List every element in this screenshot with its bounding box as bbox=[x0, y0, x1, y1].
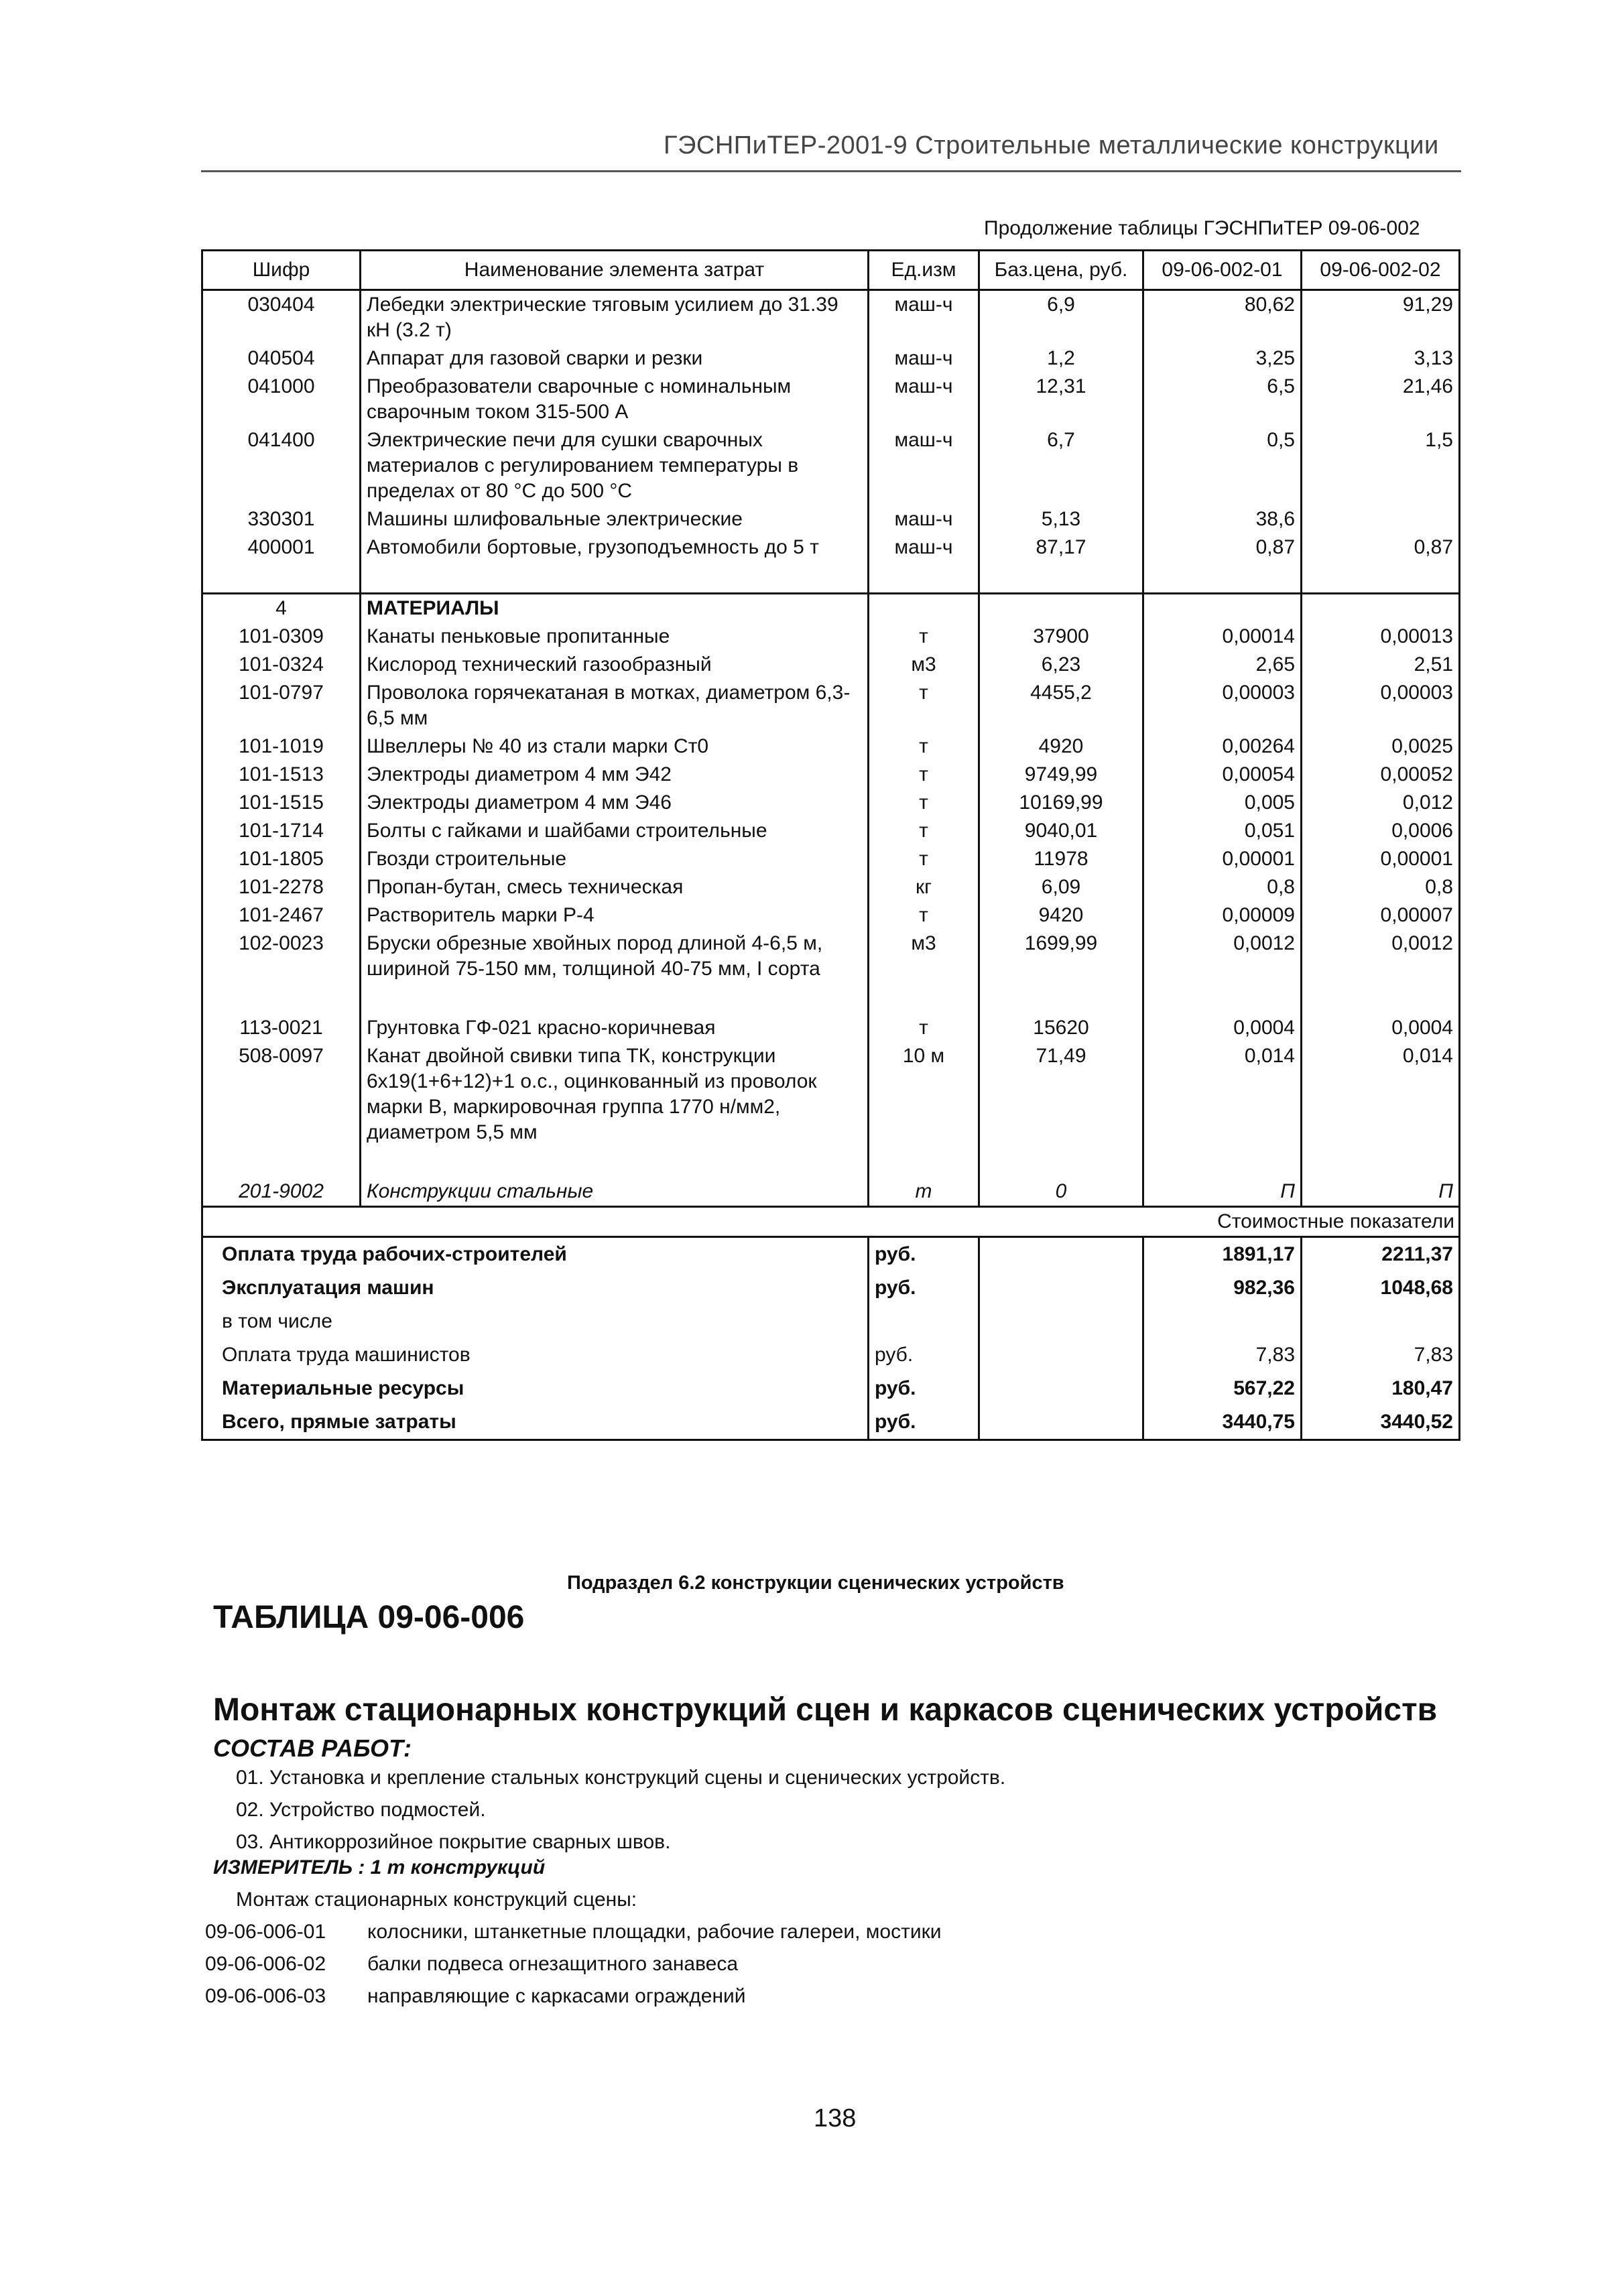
cost-unit: руб. bbox=[869, 1237, 979, 1272]
column-header: 09-06-002-02 bbox=[1302, 251, 1460, 290]
row-name: Гвозди строительные bbox=[361, 845, 869, 873]
row-name: Электроды диаметром 4 мм Э42 bbox=[361, 761, 869, 789]
row-value-2: 0,00052 bbox=[1302, 761, 1460, 789]
row-value-2: 0,00001 bbox=[1302, 845, 1460, 873]
row-price: 6,09 bbox=[979, 873, 1143, 901]
cost-label: Материальные ресурсы bbox=[202, 1372, 869, 1405]
table-row bbox=[202, 817, 1460, 845]
norm-description: направляющие с каркасами ограждений bbox=[367, 1985, 746, 2007]
row-code: 101-1513 bbox=[202, 761, 361, 789]
cost-row bbox=[202, 1271, 1460, 1305]
composition-title: СОСТАВ РАБОТ: bbox=[213, 1734, 412, 1762]
row-value-1: 0,8 bbox=[1143, 873, 1302, 901]
table-header-row bbox=[202, 251, 1460, 290]
cost-value: 567,22 bbox=[1143, 1372, 1302, 1405]
row-value-1: 38,6 bbox=[1143, 505, 1302, 533]
row-name: Проволока горячекатаная в мотках, диаметром 6,3-6,5 мм bbox=[361, 679, 869, 732]
row-code: 101-1805 bbox=[202, 845, 361, 873]
row-name: Швеллеры № 40 из стали марки Ст0 bbox=[361, 732, 869, 761]
table-row bbox=[202, 1042, 1460, 1147]
row-value-1: 80,62 bbox=[1143, 290, 1302, 345]
row-price: 9040,01 bbox=[979, 817, 1143, 845]
subhead: Монтаж стационарных конструкций сцены: bbox=[236, 1889, 637, 1911]
row-code: 101-1714 bbox=[202, 817, 361, 845]
spacer-row bbox=[202, 983, 1460, 1014]
row-price: 10169,99 bbox=[979, 789, 1143, 817]
cost-value bbox=[1143, 1305, 1302, 1338]
row-value-2: 0,00013 bbox=[1302, 623, 1460, 651]
row-price: 6,23 bbox=[979, 651, 1143, 679]
row-code: 040504 bbox=[202, 344, 361, 373]
row-unit: маш-ч bbox=[869, 533, 979, 562]
row-price: 15620 bbox=[979, 1014, 1143, 1042]
row-name: Автомобили бортовые, грузоподъемность до 5 т bbox=[361, 533, 869, 562]
row-code: 041000 bbox=[202, 373, 361, 426]
cost-row bbox=[202, 1237, 1460, 1272]
row-name: Болты с гайками и шайбами строительные bbox=[361, 817, 869, 845]
row-value-1: 0,00054 bbox=[1143, 761, 1302, 789]
row-value-1: 2,65 bbox=[1143, 651, 1302, 679]
main-heading: Монтаж стационарных конструкций сцен и каркасов сценических устройств bbox=[213, 1692, 1438, 1728]
row-value-2: 1,5 bbox=[1302, 426, 1460, 505]
row-name: Пропан-бутан, смесь техническая bbox=[361, 873, 869, 901]
table-row bbox=[202, 845, 1460, 873]
row-value-2: 0,0006 bbox=[1302, 817, 1460, 845]
section-title: МАТЕРИАЛЫ bbox=[361, 594, 869, 623]
row-unit: т bbox=[869, 845, 979, 873]
row-value-1: 0,005 bbox=[1143, 789, 1302, 817]
cost-value: 982,36 bbox=[1143, 1271, 1302, 1305]
row-value-2: 0,8 bbox=[1302, 873, 1460, 901]
row-unit: т bbox=[869, 817, 979, 845]
section-row-materials bbox=[202, 594, 1460, 623]
column-header: Ед.изм bbox=[869, 251, 979, 290]
work-step: 01. Установка и крепление стальных конструкций сцены и сценических устройств. bbox=[236, 1767, 1006, 1789]
cost-value: 1048,68 bbox=[1302, 1271, 1460, 1305]
row-value-1: 0,00003 bbox=[1143, 679, 1302, 732]
row-unit: т bbox=[869, 1014, 979, 1042]
row-unit: т bbox=[869, 732, 979, 761]
row-value-1: 0,0004 bbox=[1143, 1014, 1302, 1042]
cost-row bbox=[202, 1405, 1460, 1440]
column-header: Баз.цена, руб. bbox=[979, 251, 1143, 290]
cost-label: Оплата труда машинистов bbox=[202, 1338, 869, 1372]
cost-value: 7,83 bbox=[1302, 1338, 1460, 1372]
row-unit: т bbox=[869, 761, 979, 789]
row-value-1: 0,87 bbox=[1143, 533, 1302, 562]
row-unit: м3 bbox=[869, 930, 979, 983]
cost-unit bbox=[869, 1305, 979, 1338]
row-value-2: 0,0012 bbox=[1302, 930, 1460, 983]
row-price: 9420 bbox=[979, 901, 1143, 930]
row-price: 1699,99 bbox=[979, 930, 1143, 983]
row-code: 030404 bbox=[202, 290, 361, 345]
cost-label: Эксплуатация машин bbox=[202, 1271, 869, 1305]
cost-empty-cell bbox=[979, 1271, 1143, 1305]
row-value-2: 3,13 bbox=[1302, 344, 1460, 373]
row-price: 4920 bbox=[979, 732, 1143, 761]
row-value-1: 0,00009 bbox=[1143, 901, 1302, 930]
cost-row bbox=[202, 1372, 1460, 1405]
table-row bbox=[202, 373, 1460, 426]
row-code: 113-0021 bbox=[202, 1014, 361, 1042]
row-value-1: П bbox=[1143, 1177, 1302, 1207]
row-price: 87,17 bbox=[979, 533, 1143, 562]
table-row bbox=[202, 426, 1460, 505]
row-code: 102-0023 bbox=[202, 930, 361, 983]
row-code: 400001 bbox=[202, 533, 361, 562]
row-unit: м3 bbox=[869, 651, 979, 679]
row-name: Преобразователи сварочные с номинальным сварочным током 315-500 А bbox=[361, 373, 869, 426]
spacer-row bbox=[202, 1147, 1460, 1177]
subsection-title: Подраздел 6.2 конструкции сценических устройств bbox=[567, 1572, 1064, 1594]
row-value-2: 0,87 bbox=[1302, 533, 1460, 562]
cost-empty-cell bbox=[979, 1405, 1143, 1440]
row-value-1: 0,00001 bbox=[1143, 845, 1302, 873]
norm-code: 09-06-006-03 bbox=[205, 1985, 326, 2007]
row-value-1: 6,5 bbox=[1143, 373, 1302, 426]
row-code: 101-1019 bbox=[202, 732, 361, 761]
row-unit: т bbox=[869, 789, 979, 817]
row-value-2 bbox=[1302, 505, 1460, 533]
row-price: 12,31 bbox=[979, 373, 1143, 426]
row-value-1: 0,00264 bbox=[1143, 732, 1302, 761]
norm-code: 09-06-006-02 bbox=[205, 1953, 326, 1975]
row-unit: т bbox=[869, 1177, 979, 1207]
cost-value: 7,83 bbox=[1143, 1338, 1302, 1372]
table-row bbox=[202, 344, 1460, 373]
cost-label: Оплата труда рабочих-строителей bbox=[202, 1237, 869, 1272]
cost-value: 3440,75 bbox=[1143, 1405, 1302, 1440]
row-value-1: 0,0012 bbox=[1143, 930, 1302, 983]
cost-indicators-row bbox=[202, 1207, 1460, 1237]
row-value-2: 0,012 bbox=[1302, 789, 1460, 817]
cost-unit: руб. bbox=[869, 1372, 979, 1405]
table-row bbox=[202, 679, 1460, 732]
row-price: 5,13 bbox=[979, 505, 1143, 533]
table-row bbox=[202, 651, 1460, 679]
row-name: Электроды диаметром 4 мм Э46 bbox=[361, 789, 869, 817]
column-header: Наименование элемента затрат bbox=[361, 251, 869, 290]
table-row bbox=[202, 533, 1460, 562]
row-name: Бруски обрезные хвойных пород длиной 4-6,5 м, шириной 75-150 мм, толщиной 40-75 мм, I сорта bbox=[361, 930, 869, 983]
row-code: 101-1515 bbox=[202, 789, 361, 817]
row-unit: маш-ч bbox=[869, 344, 979, 373]
row-value-2: 2,51 bbox=[1302, 651, 1460, 679]
row-value-1: 0,051 bbox=[1143, 817, 1302, 845]
row-value-1: 0,014 bbox=[1143, 1042, 1302, 1147]
cost-empty-cell bbox=[979, 1338, 1143, 1372]
row-name: Аппарат для газовой сварки и резки bbox=[361, 344, 869, 373]
row-name: Машины шлифовальные электрические bbox=[361, 505, 869, 533]
row-price: 71,49 bbox=[979, 1042, 1143, 1147]
row-value-2: 0,00007 bbox=[1302, 901, 1460, 930]
cost-empty-cell bbox=[979, 1305, 1143, 1338]
spacer-row bbox=[202, 562, 1460, 594]
section-code: 4 bbox=[202, 594, 361, 623]
table-row bbox=[202, 505, 1460, 533]
cost-row bbox=[202, 1338, 1460, 1372]
row-unit: маш-ч bbox=[869, 373, 979, 426]
row-unit: маш-ч bbox=[869, 426, 979, 505]
row-unit: т bbox=[869, 623, 979, 651]
row-code: 101-0324 bbox=[202, 651, 361, 679]
header-rule bbox=[201, 170, 1461, 172]
table-row bbox=[202, 732, 1460, 761]
row-code: 330301 bbox=[202, 505, 361, 533]
column-header: 09-06-002-01 bbox=[1143, 251, 1302, 290]
table-row bbox=[202, 761, 1460, 789]
cost-unit: руб. bbox=[869, 1405, 979, 1440]
row-code: 101-2467 bbox=[202, 901, 361, 930]
table-row bbox=[202, 789, 1460, 817]
row-price: 4455,2 bbox=[979, 679, 1143, 732]
row-name: Электрические печи для сушки сварочных материалов с регулированием температуры в пределах от 80 °С до 500 °С bbox=[361, 426, 869, 505]
table-row bbox=[202, 1177, 1460, 1207]
cost-unit: руб. bbox=[869, 1271, 979, 1305]
row-value-2: 0,0004 bbox=[1302, 1014, 1460, 1042]
row-price: 11978 bbox=[979, 845, 1143, 873]
row-price: 0 bbox=[979, 1177, 1143, 1207]
row-value-2: П bbox=[1302, 1177, 1460, 1207]
row-price: 6,7 bbox=[979, 426, 1143, 505]
cost-value: 3440,52 bbox=[1302, 1405, 1460, 1440]
row-value-1: 3,25 bbox=[1143, 344, 1302, 373]
row-code: 101-0797 bbox=[202, 679, 361, 732]
page-number: 138 bbox=[814, 2104, 857, 2132]
row-name: Канаты пеньковые пропитанные bbox=[361, 623, 869, 651]
row-code: 101-2278 bbox=[202, 873, 361, 901]
row-unit: кг bbox=[869, 873, 979, 901]
cost-label: Всего, прямые затраты bbox=[202, 1405, 869, 1440]
cost-empty-cell bbox=[979, 1372, 1143, 1405]
norm-description: колосники, штанкетные площадки, рабочие галереи, мостики bbox=[367, 1921, 942, 1943]
table-caption: Продолжение таблицы ГЭСНПиТЕР 09-06-002 bbox=[984, 217, 1420, 239]
work-step: 03. Антикоррозийное покрытие сварных швов. bbox=[236, 1831, 671, 1853]
measure-unit: ИЗМЕРИТЕЛЬ : 1 т конструкций bbox=[213, 1856, 546, 1878]
cost-empty-cell bbox=[979, 1237, 1143, 1272]
row-value-1: 0,5 bbox=[1143, 426, 1302, 505]
row-unit: 10 м bbox=[869, 1042, 979, 1147]
cost-unit: руб. bbox=[869, 1338, 979, 1372]
cost-row bbox=[202, 1305, 1460, 1338]
row-value-2: 21,46 bbox=[1302, 373, 1460, 426]
cost-indicators-header: Стоимостные показатели bbox=[202, 1207, 1460, 1237]
table-title: ТАБЛИЦА 09-06-006 bbox=[213, 1600, 525, 1635]
cost-table bbox=[201, 249, 1460, 1441]
row-value-2: 0,014 bbox=[1302, 1042, 1460, 1147]
table-row bbox=[202, 1014, 1460, 1042]
row-price: 9749,99 bbox=[979, 761, 1143, 789]
row-name: Конструкции стальные bbox=[361, 1177, 869, 1207]
row-name: Лебедки электрические тяговым усилием до 31.39 кН (3.2 т) bbox=[361, 290, 869, 345]
cost-value: 1891,17 bbox=[1143, 1237, 1302, 1272]
row-unit: т bbox=[869, 901, 979, 930]
column-header: Шифр bbox=[202, 251, 361, 290]
row-code: 508-0097 bbox=[202, 1042, 361, 1147]
row-value-1: 0,00014 bbox=[1143, 623, 1302, 651]
row-value-2: 91,29 bbox=[1302, 290, 1460, 345]
row-name: Грунтовка ГФ-021 красно-коричневая bbox=[361, 1014, 869, 1042]
row-unit: маш-ч bbox=[869, 505, 979, 533]
table-row bbox=[202, 623, 1460, 651]
row-code: 041400 bbox=[202, 426, 361, 505]
row-code: 101-0309 bbox=[202, 623, 361, 651]
table-row bbox=[202, 930, 1460, 983]
table-row bbox=[202, 290, 1460, 345]
cost-value: 180,47 bbox=[1302, 1372, 1460, 1405]
row-unit: маш-ч bbox=[869, 290, 979, 345]
row-name: Растворитель марки Р-4 bbox=[361, 901, 869, 930]
row-value-2: 0,0025 bbox=[1302, 732, 1460, 761]
cost-value: 2211,37 bbox=[1302, 1237, 1460, 1272]
running-header: ГЭСНПиТЕР-2001-9 Строительные металлические конструкции bbox=[664, 131, 1439, 160]
row-name: Кислород технический газообразный bbox=[361, 651, 869, 679]
row-unit: т bbox=[869, 679, 979, 732]
row-price: 37900 bbox=[979, 623, 1143, 651]
work-step: 02. Устройство подмостей. bbox=[236, 1799, 486, 1821]
row-code: 201-9002 bbox=[202, 1177, 361, 1207]
row-price: 6,9 bbox=[979, 290, 1143, 345]
table-row bbox=[202, 901, 1460, 930]
row-price: 1,2 bbox=[979, 344, 1143, 373]
row-value-2: 0,00003 bbox=[1302, 679, 1460, 732]
table-row bbox=[202, 873, 1460, 901]
norm-description: балки подвеса огнезащитного занавеса bbox=[367, 1953, 739, 1975]
norm-code: 09-06-006-01 bbox=[205, 1921, 326, 1943]
cost-label: в том числе bbox=[202, 1305, 869, 1338]
row-name: Канат двойной свивки типа ТК, конструкции 6x19(1+6+12)+1 о.с., оцинкованный из проволок марки В, маркировочная группа 1770 н/мм2, диаметром 5,5 мм bbox=[361, 1042, 869, 1147]
cost-value bbox=[1302, 1305, 1460, 1338]
